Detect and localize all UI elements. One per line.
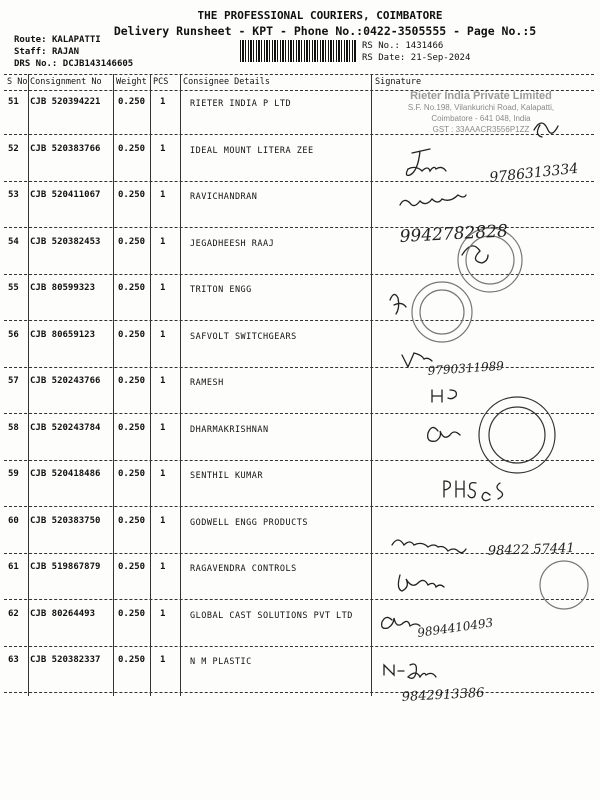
- row-consignee: RAMESH: [190, 378, 224, 388]
- row-consignee: SAFVOLT SWITCHGEARS: [190, 332, 297, 342]
- row-pcs: 1: [160, 609, 166, 619]
- row-consignment-no: CJB 520382453: [30, 237, 101, 247]
- row-consignment-no: CJB 520243784: [30, 423, 101, 433]
- row-consignment-no: CJB 520383766: [30, 144, 101, 154]
- row-sno: 54: [8, 237, 19, 247]
- row-sno: 63: [8, 655, 19, 665]
- col-pcs: PCS: [153, 77, 169, 87]
- row-pcs: 1: [160, 283, 166, 293]
- row-pcs: 1: [160, 190, 166, 200]
- row-consignee: DHARMAKRISHNAN: [190, 425, 269, 435]
- row-sno: 58: [8, 423, 19, 433]
- row-weight: 0.250: [118, 516, 146, 526]
- svg-text:98422 57441: 98422 57441: [487, 540, 575, 559]
- row-weight: 0.250: [118, 469, 146, 479]
- row-pcs: 1: [160, 97, 166, 107]
- staff-line: Staff: RAJAN: [14, 47, 80, 57]
- svg-text:9942782828: 9942782828: [399, 221, 509, 247]
- row-sno: 53: [8, 190, 19, 200]
- row-weight: 0.250: [118, 562, 146, 572]
- row-sno: 52: [8, 144, 19, 154]
- row-weight: 0.250: [118, 190, 146, 200]
- row-sno: 55: [8, 283, 19, 293]
- row-pcs: 1: [160, 330, 166, 340]
- row-consignment-no: CJB 80659123: [30, 330, 96, 340]
- row-pcs: 1: [160, 562, 166, 572]
- barcode: [240, 40, 356, 62]
- svg-text:9894410493: 9894410493: [416, 615, 495, 640]
- rs-no-value: 1431466: [405, 41, 444, 51]
- drs-line: DRS No.: DCJB143146605: [14, 59, 134, 69]
- row-consignee: TRITON ENGG: [190, 285, 252, 295]
- row-weight: 0.250: [118, 144, 146, 154]
- company-title: THE PROFESSIONAL COURIERS, COIMBATORE: [197, 9, 443, 22]
- col-sno: S No: [7, 77, 28, 87]
- col-consignment: Consignment No: [30, 77, 102, 87]
- row-weight: 0.250: [118, 283, 146, 293]
- row-sno: 57: [8, 376, 19, 386]
- row-pcs: 1: [160, 376, 166, 386]
- row-pcs: 1: [160, 516, 166, 526]
- svg-text:9790311989: 9790311989: [427, 358, 505, 378]
- row-consignee: SENTHIL KUMAR: [190, 471, 264, 481]
- row-weight: 0.250: [118, 237, 146, 247]
- row-weight: 0.250: [118, 423, 146, 433]
- row-consignment-no: CJB 519867879: [30, 562, 101, 572]
- rs-date-value: 21-Sep-2024: [410, 53, 471, 63]
- rs-no-line: RS No.: 1431466: [362, 41, 444, 51]
- row-pcs: 1: [160, 655, 166, 665]
- row-sno: 56: [8, 330, 19, 340]
- route-value: KALAPATTI: [51, 35, 101, 45]
- row-weight: 0.250: [118, 330, 146, 340]
- row-consignee: N M PLASTIC: [190, 657, 252, 667]
- row-weight: 0.250: [118, 655, 146, 665]
- row-consignment-no: CJB 520418486: [30, 469, 101, 479]
- row-pcs: 1: [160, 469, 166, 479]
- row-consignment-no: CJB 520382337: [30, 655, 101, 665]
- col-consignee: Consignee Details: [183, 77, 270, 87]
- signatures-area: [372, 75, 597, 705]
- route-line: Route: KALAPATTI: [14, 35, 101, 45]
- row-pcs: 1: [160, 237, 166, 247]
- staff-value: RAJAN: [51, 47, 80, 57]
- col-weight: Weight: [116, 77, 147, 87]
- row-consignment-no: CJB 80264493: [30, 609, 96, 619]
- svg-text:9786313334: 9786313334: [488, 160, 580, 186]
- row-sno: 60: [8, 516, 19, 526]
- row-weight: 0.250: [118, 97, 146, 107]
- row-consignee: RAVICHANDRAN: [190, 192, 258, 202]
- row-weight: 0.250: [118, 609, 146, 619]
- row-consignment-no: CJB 520383750: [30, 516, 101, 526]
- row-consignee: GODWELL ENGG PRODUCTS: [190, 518, 308, 528]
- row-sno: 59: [8, 469, 19, 479]
- row-consignee: RAGAVENDRA CONTROLS: [190, 564, 297, 574]
- row-consignee: RIETER INDIA P LTD: [190, 99, 292, 109]
- row-consignee: IDEAL MOUNT LITERA ZEE: [190, 146, 314, 156]
- drs-value: DCJB143146605: [62, 59, 134, 69]
- row-sno: 51: [8, 97, 19, 107]
- row-pcs: 1: [160, 423, 166, 433]
- row-consignment-no: CJB 80599323: [30, 283, 96, 293]
- row-consignment-no: CJB 520243766: [30, 376, 101, 386]
- col-signature: Signature: [375, 77, 422, 87]
- rs-date-line: RS Date: 21-Sep-2024: [362, 53, 471, 63]
- row-consignment-no: CJB 520394221: [30, 97, 101, 107]
- row-consignee: GLOBAL CAST SOLUTIONS PVT LTD: [190, 611, 353, 621]
- runsheet-title: Delivery Runsheet - KPT - Phone No.:0422-3505555 - Page No.:5: [113, 24, 537, 38]
- row-sno: 61: [8, 562, 19, 572]
- row-weight: 0.250: [118, 376, 146, 386]
- row-consignee: JEGADHEESH RAAJ: [190, 239, 275, 249]
- company-stamp: Rieter India Private Limited S.F. No.198, Vilankurichi Road, Kalapatti, Coimbatore - 641 048, India GST : 33AAACR3556P1ZZ: [407, 90, 555, 134]
- svg-text:9842913386: 9842913386: [401, 685, 485, 705]
- row-consignment-no: CJB 520411067: [30, 190, 101, 200]
- row-sno: 62: [8, 609, 19, 619]
- row-pcs: 1: [160, 144, 166, 154]
